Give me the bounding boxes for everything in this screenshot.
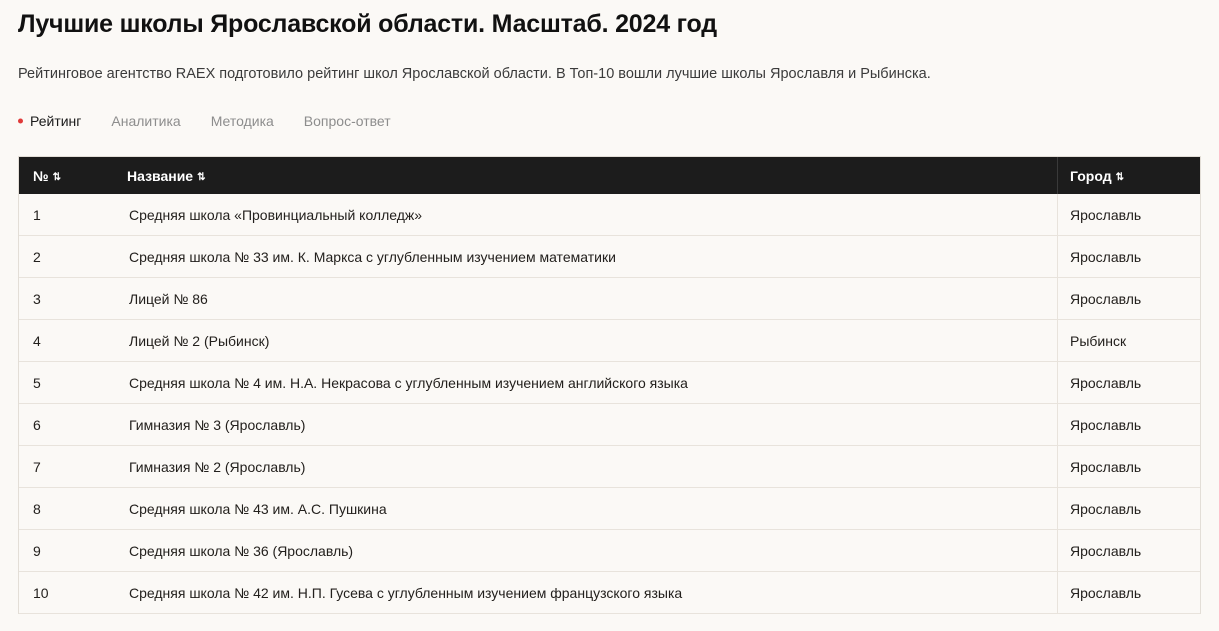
table-header-row bbox=[19, 157, 1200, 194]
cell-name: Средняя школа № 42 им. Н.П. Гусева с углубленным изучением французского языка bbox=[115, 572, 1058, 614]
table-row[interactable] bbox=[19, 488, 1200, 530]
cell-city: Ярославль bbox=[1058, 404, 1201, 446]
table-body bbox=[19, 194, 1200, 614]
table-row[interactable] bbox=[19, 446, 1200, 488]
cell-number: 6 bbox=[19, 404, 115, 446]
tab-bar bbox=[18, 110, 1201, 132]
cell-name: Средняя школа «Провинциальный колледж» bbox=[115, 194, 1058, 236]
cell-name: Гимназия № 3 (Ярославль) bbox=[115, 404, 1058, 446]
cell-city: Рыбинск bbox=[1058, 320, 1201, 362]
sort-icon[interactable]: ⇅ bbox=[1115, 171, 1124, 183]
table-row[interactable] bbox=[19, 404, 1200, 446]
cell-number: 9 bbox=[19, 530, 115, 572]
cell-number: 5 bbox=[19, 362, 115, 404]
table-row[interactable] bbox=[19, 572, 1200, 614]
cell-name: Средняя школа № 43 им. А.С. Пушкина bbox=[115, 488, 1058, 530]
table-row[interactable] bbox=[19, 278, 1200, 320]
cell-name: Лицей № 2 (Рыбинск) bbox=[115, 320, 1058, 362]
table-row[interactable] bbox=[19, 320, 1200, 362]
table-row[interactable] bbox=[19, 362, 1200, 404]
tab-faq[interactable] bbox=[304, 113, 407, 129]
cell-name: Лицей № 86 bbox=[115, 278, 1058, 320]
cell-number: 4 bbox=[19, 320, 115, 362]
cell-city: Ярославль bbox=[1058, 488, 1201, 530]
tab-rating[interactable] bbox=[18, 113, 97, 129]
cell-city: Ярославль bbox=[1058, 236, 1201, 278]
column-header-name-label: Название bbox=[127, 167, 194, 184]
ranking-table-container bbox=[18, 156, 1201, 614]
cell-name: Средняя школа № 33 им. К. Маркса с углубленным изучением математики bbox=[115, 236, 1058, 278]
table-row[interactable] bbox=[19, 236, 1200, 278]
column-header-city[interactable] bbox=[1058, 157, 1201, 194]
cell-city: Ярославль bbox=[1058, 446, 1201, 488]
page-subtitle: Рейтинговое агентство RAEX подготовило рейтинг школ Ярославской области. В Топ-10 вошли лучшие школы Ярославля и Рыбинска. bbox=[18, 66, 931, 82]
cell-city: Ярославль bbox=[1058, 362, 1201, 404]
tab-analytics[interactable] bbox=[111, 113, 196, 129]
table-row[interactable] bbox=[19, 530, 1200, 572]
tab-analytics-label: Аналитика bbox=[111, 113, 181, 130]
tab-faq-label: Вопрос-ответ bbox=[303, 113, 391, 130]
cell-number: 1 bbox=[19, 194, 115, 236]
sort-icon[interactable]: ⇅ bbox=[197, 171, 206, 183]
tab-rating-label: Рейтинг bbox=[30, 113, 82, 130]
table-row[interactable] bbox=[19, 194, 1200, 236]
cell-name: Средняя школа № 36 (Ярославль) bbox=[115, 530, 1058, 572]
cell-number: 2 bbox=[19, 236, 115, 278]
page-root bbox=[0, 8, 1219, 614]
cell-city: Ярославль bbox=[1058, 530, 1201, 572]
column-header-number-label: № bbox=[33, 167, 49, 184]
page-title: Лучшие школы Ярославской области. Масштаб. 2024 год bbox=[18, 10, 717, 38]
cell-number: 10 bbox=[19, 572, 115, 614]
tab-methodology-label: Методика bbox=[210, 113, 274, 130]
table-header bbox=[19, 157, 1200, 194]
cell-city: Ярославль bbox=[1058, 278, 1201, 320]
cell-name: Средняя школа № 4 им. Н.А. Некрасова с углубленным изучением английского языка bbox=[115, 362, 1058, 404]
cell-number: 7 bbox=[19, 446, 115, 488]
column-header-number[interactable] bbox=[19, 157, 115, 194]
tab-methodology[interactable] bbox=[211, 113, 290, 129]
cell-name: Гимназия № 2 (Ярославль) bbox=[115, 446, 1058, 488]
ranking-table bbox=[19, 157, 1200, 614]
cell-number: 8 bbox=[19, 488, 115, 530]
column-header-city-label: Город bbox=[1070, 167, 1112, 184]
cell-city: Ярославль bbox=[1058, 572, 1201, 614]
column-header-name[interactable] bbox=[115, 157, 1058, 194]
cell-city: Ярославль bbox=[1058, 194, 1201, 236]
sort-icon[interactable]: ⇅ bbox=[52, 171, 61, 183]
cell-number: 3 bbox=[19, 278, 115, 320]
